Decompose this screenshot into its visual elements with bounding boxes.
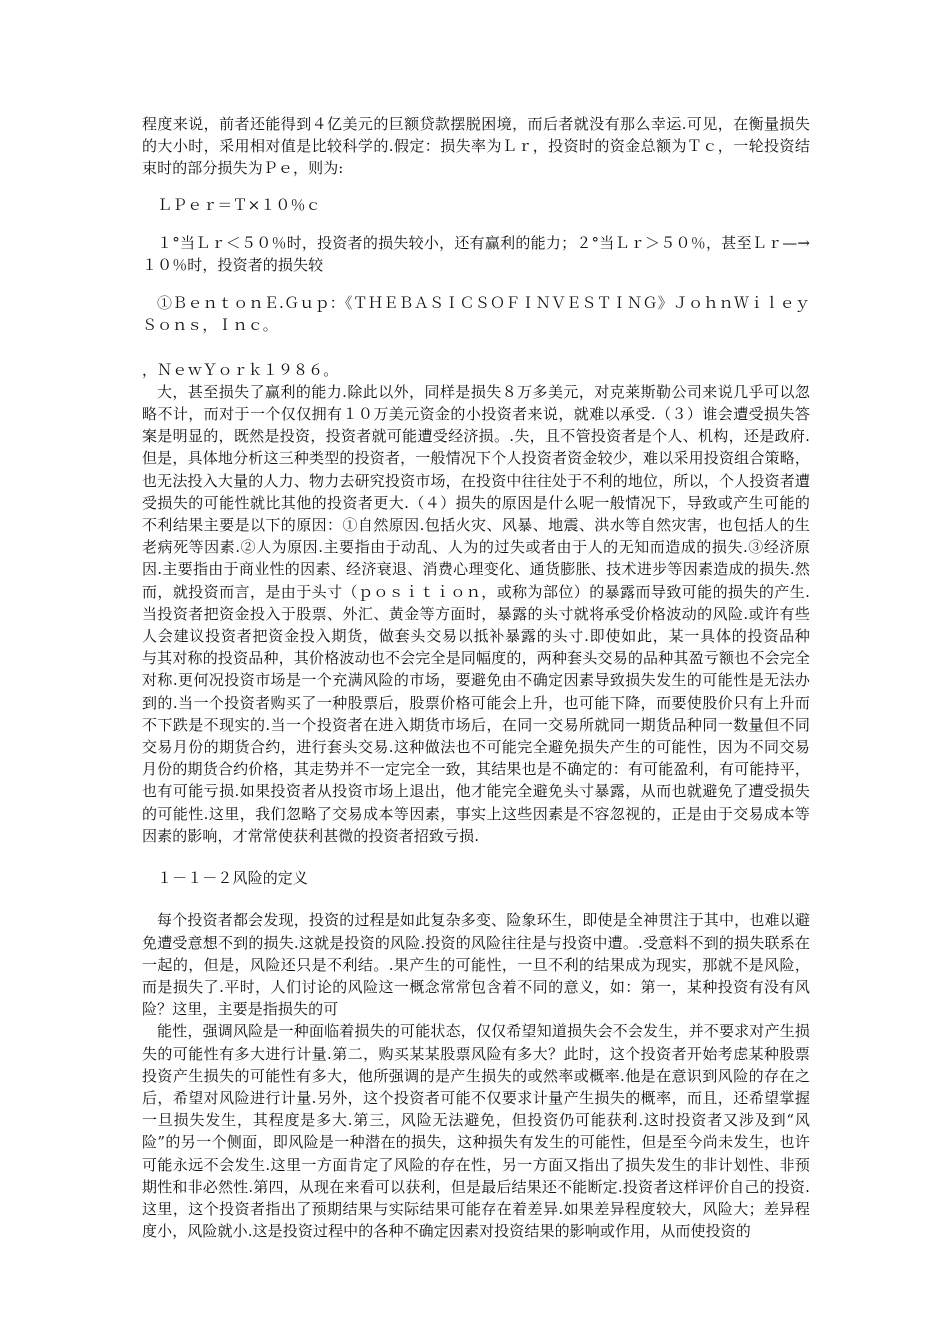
paragraph-risk-definition: 每个投资者都会发现，投资的过程是如此复杂多变、险象环生，即使是全神贯注于其中，也难以避免遭受意想不到的损失.这就是投资的风险.投资的风险往往是与投资中遭。.受意料不到的损失联系在一起的，但是，风险还只是不利结。.果产生的可能性，一旦不利的结果成为现实，那就不是风险，而是损失了.平时，人们讨论的风险这一概念常常包含着不同的意义，如：第一，某种投资有没有风险？这里，主要是指损失的可 <box>142 911 810 1019</box>
section-heading-risk-definition: １－１－２风险的定义 <box>157 869 309 888</box>
document-page <box>142 113 841 1242</box>
paragraph-risk-meanings: 能性，强调风险是一种面临着损失的可能状态，仅仅希望知道损失会不会发生，并不要求对产生损失的可能性有多大进行计量.第二，购买某某股票风险有多大？此时，这个投资者开始考虑某种股票投资产生损失的可能性有多大，他所强调的是产生损失的或然率或概率.他是在意识到风险的存在之后，希望对风险进行计量.另外，这个投资者可能不仅要求计量产生损失的概率，而且，还希望掌握一旦损失发生，其程度是多大.第三，风险无法避免，但投资仍可能获利.这时投资者又涉及到“风险”的另一个侧面，即风险是一种潜在的损失，这种损失有发生的可能性，但是至今尚未发生，也许可能永远不会发生.这里一方面肯定了风险的存在性，另一方面又指出了损失发生的非计划性、非预期性和非必然性.第四，从现在来看可以获利，但是最后结果还不能断定.投资者这样评价自己的投资.这里，这个投资者指出了预期结果与实际结果可能存在着差异.如果差异程度较大，风险大；差异程度小，风险就小.这是投资过程中的各种不确定因素对投资结果的影响或作用，从而使投资的 <box>142 1022 810 1241</box>
paragraph-loss-rate-cases: １°当Ｌｒ＜５０％时，投资者的损失较小，还有赢利的能力；２°当Ｌｒ＞５０％，甚至Ｌｒ—→１０％时，投资者的损失较 <box>142 233 810 275</box>
formula-loss-rate: ＬＰｅｒ＝Ｔ×１０％ｃ <box>157 195 321 214</box>
footnote-continuation: ，ＮｅｗＹｏｒｋ１９８６。 <box>142 360 339 379</box>
footnote-reference: ①ＢｅｎｔｏｎＥ.Ｇｕｐ：《ＴＨＥＢＡＳＩＣＳＯＦＩＮＶＥＳＴＩＮＧ》ＪｏｈｎＷｉｌｅｙＳｏｎｓ，Ｉｎｃ。 <box>142 294 810 335</box>
paragraph-loss-measurement: 程度来说，前者还能得到４亿美元的巨额贷款摆脱困境，而后者就没有那么幸运.可见，在衡量损失的大小时，采用相对值是比较科学的.假定：损失率为Ｌｒ，投资时的资金总额为Ｔｃ，一轮投资结束时的部分损失为Ｐｅ，则为: <box>142 115 810 178</box>
paragraph-loss-causes: 大，甚至损失了赢利的能力.除此以外，同样是损失８万多美元，对克莱斯勒公司来说几乎可以忽略不计，而对于一个仅仅拥有１０万美元资金的小投资者来说，就难以承受.（３）谁会遭受损失答案是明显的，既然是投资，投资者就可能遭受经济损。.失，且不管投资者是个人、机构，还是政府.但是，具体地分析这三种类型的投资者，一般情况下个人投资者资金较少，难以采用投资组合策略，也无法投入大量的人力、物力去研究投资市场，在投资中往往处于不利的地位，所以，个人投资者遭受损失的可能性就比其他的投资者更大.（４）损失的原因是什么呢一般情况下，导致或产生可能的不利结果主要是以下的原因：①自然原因.包括火灾、风暴、地震、洪水等自然灾害，也包括人的生老病死等因素.②人为原因.主要指由于动乱、人为的过失或者由于人的无知而造成的损失.③经济原因.主要指由于商业性的因素、经济衰退、消费心理变化、通货膨胀、技术进步等因素造成的损失.然而，就投资而言，是由于头寸（ｐｏｓｉｔｉｏｎ，或称为部位）的暴露而导致可能的损失的产生.当投资者把资金投入于股票、外汇、黄金等方面时，暴露的头寸就将承受价格波动的风险.或许有些人会建议投资者把资金投入期货，做套头交易以抵补暴露的头寸.即使如此，某一具体的投资品种 与其对称的投资品种，其价格波动也不会完全是同幅度的，两种套头交易的品种其盈亏额也不会完全对称.更何况投资市场是一个充满风险的市场，要避免由不确定因素导致损失发生的可能性是无法办到的.当一个投资者购买了一种股票后，股票价格可能会上升，也可能下降，而要使股价只有上升而不下跌是不现实的.当一个投资者在进入期货市场后，在同一交易所就同一期货品种同一数量但不同交易月份的期货合约，进行套头交易.这种做法也不可能完全避免损失产生的可能性，因为不同交易月份的期货合约价格，其走势并不一定完全一致，其结果也是不确定的：有可能盈利，有可能持平，也有可能亏损.如果投资者从投资市场上退出，他才能完全避免头寸暴露，从而也就避免了遭受损失的可能性.这里，我们忽略了交易成本等因素，事实上这些因素是不容忽视的，正是由于交易成本等因素的影响，才常常使获利甚微的投资者招致亏损. <box>142 382 841 845</box>
